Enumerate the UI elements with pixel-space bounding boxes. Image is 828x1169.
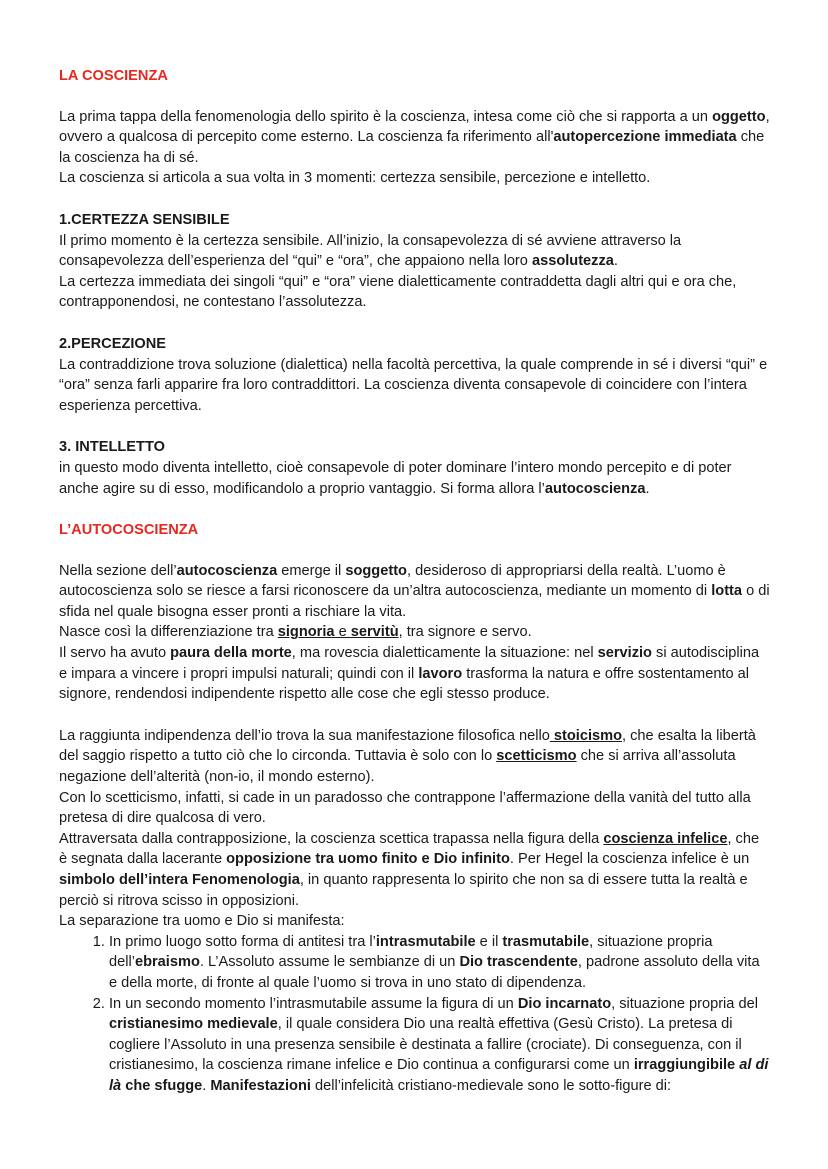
paragraph: Il primo momento è la certezza sensibile. All’inizio, la consapevolezza di sé avviene attraverso la consapevolezza dell’esperienza del “qui” e “ora”, che appaiono nella loro assolutezza. [59,232,682,270]
paragraph: Attraversata dalla contrapposizione, la coscienza scettica trapassa nella figura della coscienza infelice, che è segnata dalla lacerante opposizione tra uomo finito e Dio infinito. Per Hegel la coscienza infelice è un simbolo dell’intera Fenomenologia, in quanto rappresenta lo spirito che non sa di essere tutta la realtà e perciò si ritrova scisso in opposizioni. [59,830,760,909]
paragraph: Nella sezione dell’autocoscienza emerge il soggetto, desideroso di appropriarsi della realtà. L’uomo è autocoscienza solo se riesce a farsi riconoscere da un’altra autocoscienza, mediante un momento di lotta o di sfida nel quale bisogna esser pronti a rischiare la vita. [59,562,770,620]
paragraph: Il servo ha avuto paura della morte, ma rovescia dialetticamente la situazione: nel servizio si autodisciplina e impara a vincere i propri impulsi naturali; quindi con il lavoro trasforma la natura e offre sostentamento al signore, rendendosi indipendente rispetto alle cose che egli stesso produce. [59,645,760,703]
list-item: 1. In primo luogo sotto forma di antitesi tra l’intrasmutabile e il trasmutabile, situazione propria dell’ebraismo. L’Assoluto assume le sembianze di un Dio trascendente, padrone assoluto della vita e della morte, di fronte al quale l’uomo si trova in uno stato di dipendenza. [109,932,771,994]
paragraph: La coscienza si articola a sua volta in 3 momenti: certezza sensibile, percezione e intelletto. [59,170,651,187]
section-title-autocoscienza: L’AUTOCOSCIENZA [59,522,199,539]
section-title-coscienza: LA COSCIENZA [59,68,168,84]
heading-intelletto: 3. INTELLETTO [59,439,165,456]
paragraph: La raggiunta indipendenza dell’io trova la sua manifestazione filosofica nello stoicismo, che esalta la libertà del saggio rispetto a tutto ciò che lo circonda. Tuttavia è solo con lo scetticismo che si arriva all’assoluta negazione dell’alterità (non-io, il mondo esterno). [59,727,756,786]
numbered-list [59,932,771,1097]
list-item: 2. In un secondo momento l’intrasmutabile assume la figura di un Dio incarnato, situazione propria del cristianesimo medievale, il quale considera Dio una realtà effettiva (Gesù Cristo). La pretesa di cogliere l’Assoluto in una presenza sensibile è destinata a fallire (crociate). Di conseguenza, con il cristianesimo, la coscienza rimane infelice e Dio continua a configurarsi come un irraggiungibile al di là che sfugge. Manifestazioni dell’infelicità cristiano-medievale sono le sotto-figure di: [109,994,771,1097]
paragraph: Con lo scetticismo, infatti, si cade in un paradosso che contrappone l’affermazione della vanità del tutto alla pretesa di dire qualcosa di vero. [59,789,751,827]
paragraph: in questo modo diventa intelletto, cioè consapevole di poter dominare l’intero mondo percepito e di poter anche agire su di esso, modificandolo a proprio vantaggio. Si forma allora l’autocoscienza. [59,459,732,497]
heading-percezione: 2.PERCEZIONE [59,335,167,352]
paragraph: La prima tappa della fenomenologia dello spirito è la coscienza, intesa come ciò che si rapporta a un oggetto, ovvero a qualcosa di percepito come esterno. La coscienza fa riferimento all'autopercezione immediata che la coscienza ha di sé. [59,108,770,166]
paragraph: La certezza immediata dei singoli “qui” e “ora” viene dialetticamente contraddetta dagli altri qui e ora che, contrapponendosi, ne contestano l’assolutezza. [59,273,737,311]
heading-certezza-sensibile: 1.CERTEZZA SENSIBILE [59,211,230,228]
document-page [59,66,771,1097]
paragraph: Nasce così la differenziazione tra signoria e servitù, tra signore e servo. [59,624,532,641]
paragraph: La contraddizione trova soluzione (dialettica) nella facoltà percettiva, la quale comprende in sé i diversi “qui” e “ora” senza farli apparire fra loro contraddittori. La coscienza diventa consapevole di coincidere con l’intera esperienza percettiva. [59,356,768,414]
paragraph: La separazione tra uomo e Dio si manifesta: [59,913,345,930]
